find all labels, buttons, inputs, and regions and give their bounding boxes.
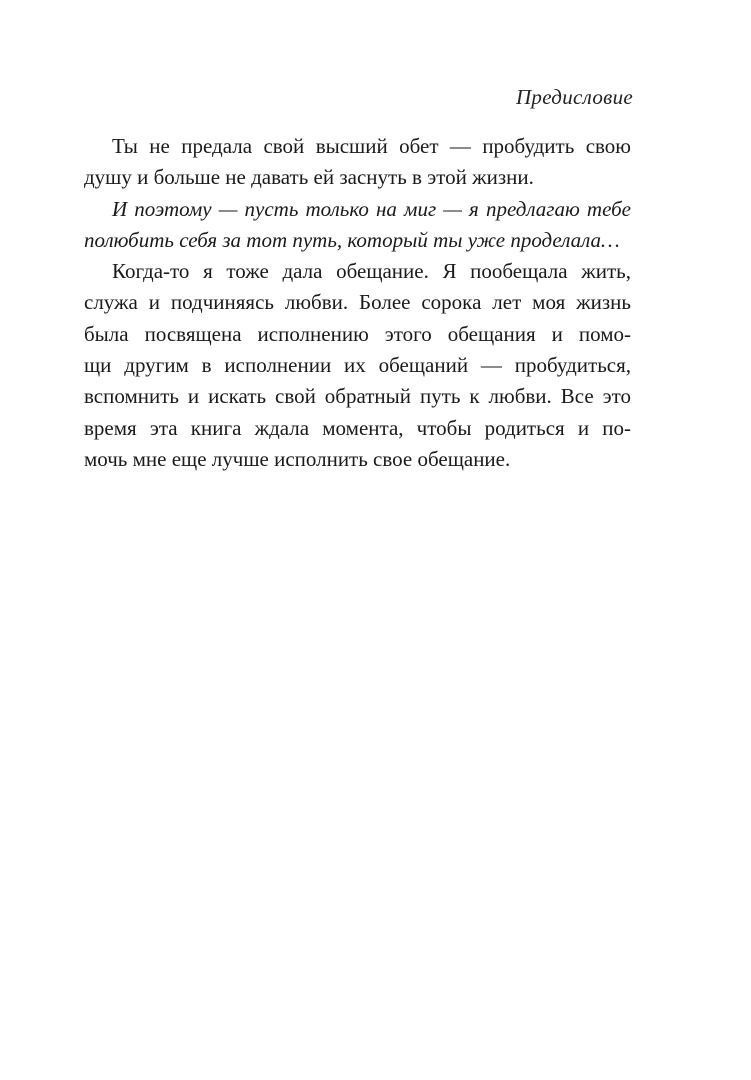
body-text bbox=[84, 131, 631, 475]
text-line: Когда-то я тоже дала обещание. Я пообещала жить, bbox=[112, 259, 631, 284]
text-line: вспомнить и искать свой обратный путь к любви. Все это bbox=[84, 384, 631, 409]
text-line: полюбить себя за тот путь, который ты уже проделала… bbox=[84, 227, 620, 252]
text-line: И поэтому — пусть только на миг — я предлагаю тебе bbox=[112, 196, 631, 221]
text-line: мочь мне еще лучше исполнить свое обещание. bbox=[84, 446, 511, 471]
text-line: душу и больше не давать ей заснуть в этой жизни. bbox=[84, 165, 534, 190]
text-line: Ты не предала свой высший обет — пробудить свою bbox=[112, 134, 631, 158]
text-line: была посвящена исполнению этого обещания и помо- bbox=[84, 321, 631, 346]
text-line: служа и подчиняясь любви. Более сорока лет моя жизнь bbox=[84, 290, 631, 315]
paragraph-2-italic bbox=[84, 194, 631, 257]
paragraph-3 bbox=[84, 256, 631, 475]
text-line: время эта книга ждала момента, чтобы родиться и по- bbox=[84, 415, 631, 440]
running-head-title: Предисловие bbox=[515, 85, 633, 109]
paragraph-1 bbox=[84, 131, 631, 194]
text-line: щи другим в исполнении их обещаний — пробудиться, bbox=[84, 353, 631, 378]
